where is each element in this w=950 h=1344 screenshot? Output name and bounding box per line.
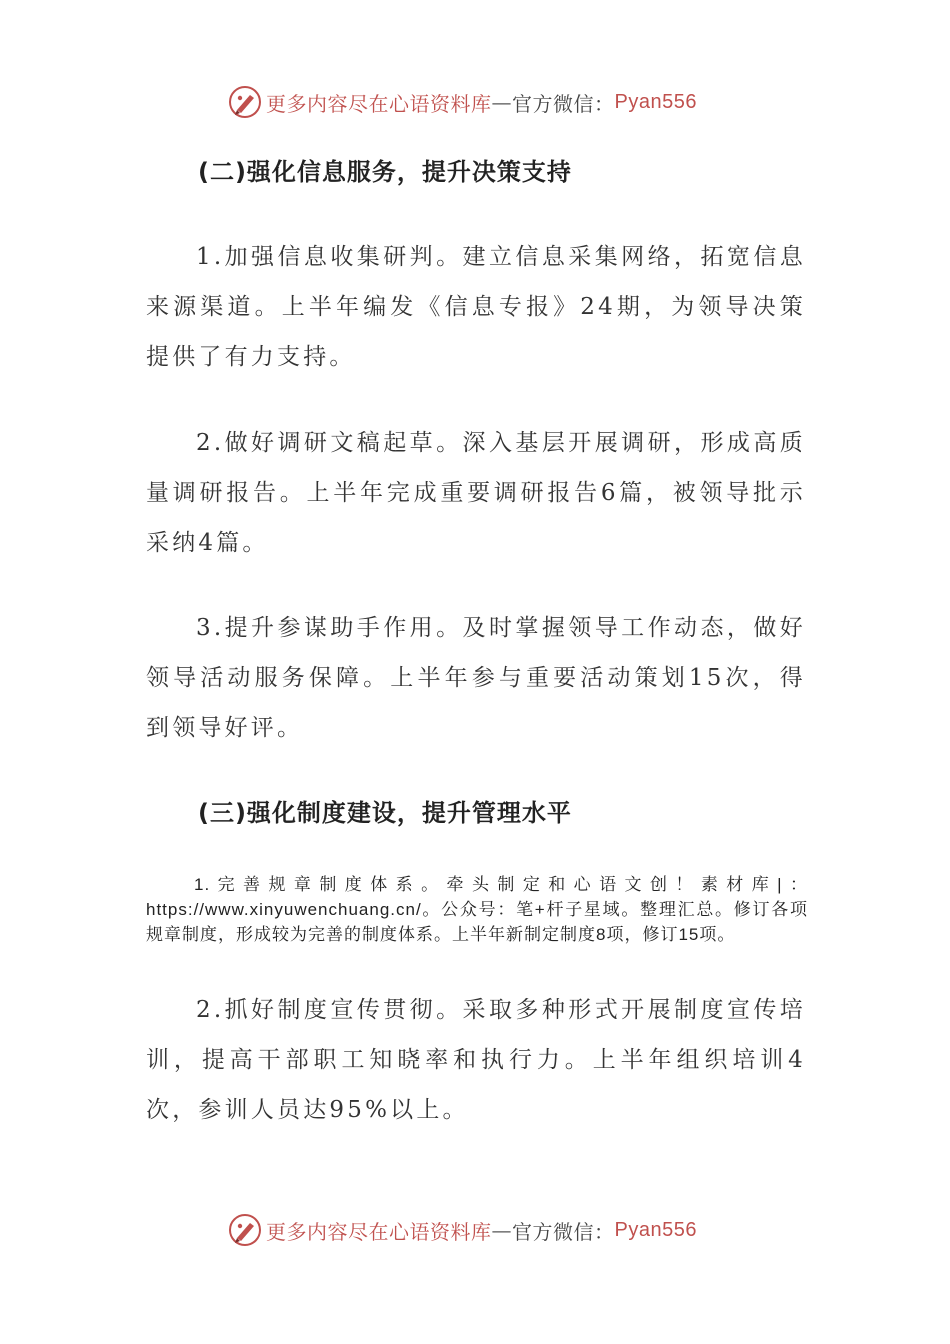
section-2-paragraph-2: [146, 418, 806, 568]
section-3-paragraph-2: [146, 985, 806, 1135]
section-2-paragraph-3: [146, 603, 806, 753]
section-3-paragraph-1-text: 1.完善规章制度体系。牵头制定和心语文创！素材库|：https://www.xinyuwenchuang.cn/。公众号：笔+杆子星域。整理汇总。修订各项规章制度，形成较为完善的制度体系。上半年新制定制度8项，修订15项。: [146, 875, 808, 944]
section-3-heading: (三)强化制度建设，提升管理水平: [198, 799, 572, 827]
pen-nib-icon: [228, 1213, 262, 1247]
header-banner: [228, 84, 748, 120]
section-2-paragraph-2-text: 2.做好调研文稿起草。深入基层开展调研，形成高质量调研报告。上半年完成重要调研报告6篇，被领导批示采纳4篇。: [146, 430, 806, 556]
footer-banner: [228, 1212, 748, 1248]
section-3-paragraph-1: [146, 872, 808, 947]
section-2-paragraph-3-text: 3.提升参谋助手作用。及时掌握领导工作动态，做好领导活动服务保障。上半年参与重要活动策划15次，得到领导好评。: [146, 615, 806, 741]
banner-wechat-label: 官方微信：: [512, 1219, 615, 1244]
banner-wechat-id: Pyan556: [614, 1218, 697, 1241]
banner-separator: —: [491, 90, 512, 114]
section-2-heading: (二)强化信息服务，提升决策支持: [198, 158, 572, 186]
banner-text: 更多内容尽在心语资料库: [266, 91, 492, 116]
section-2-paragraph-1-text: 1.加强信息收集研判。建立信息采集网络，拓宽信息来源渠道。上半年编发《信息专报》24期，为领导决策提供了有力支持。: [146, 244, 806, 370]
section-3-paragraph-2-text: 2.抓好制度宣传贯彻。采取多种形式开展制度宣传培训，提高干部职工知晓率和执行力。上半年组织培训4次，参训人员达95%以上。: [146, 997, 806, 1123]
banner-wechat-label: 官方微信：: [512, 91, 615, 116]
section-2-paragraph-1: [146, 232, 806, 382]
banner-text: 更多内容尽在心语资料库: [266, 1219, 492, 1244]
banner-separator: —: [491, 1218, 512, 1242]
pen-nib-icon: [228, 85, 262, 119]
banner-wechat-id: Pyan556: [614, 90, 697, 113]
